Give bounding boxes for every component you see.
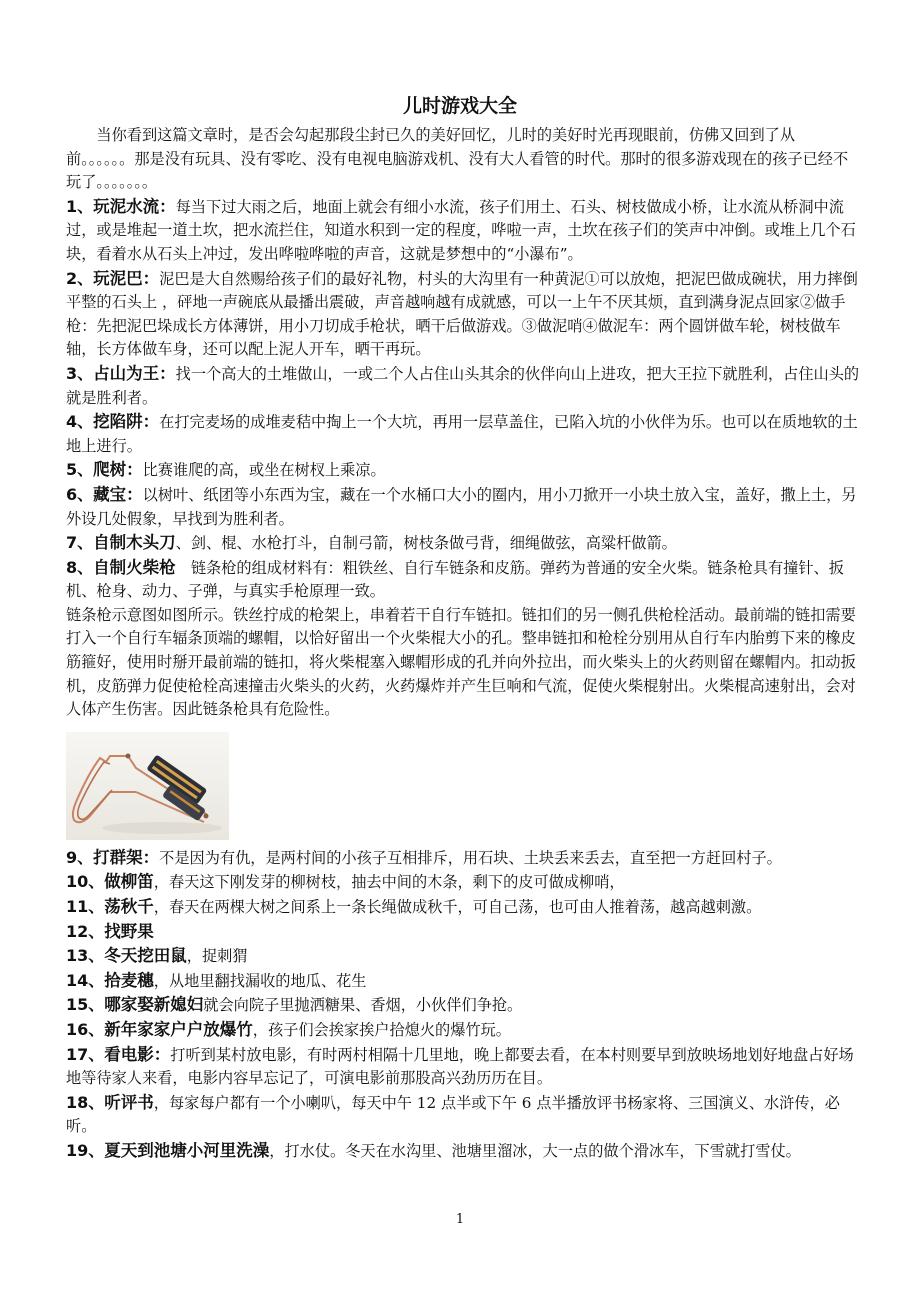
game-item-text: 就会向院子里抛洒糖果、香烟，小伙伴们争抢。 bbox=[203, 996, 523, 1015]
game-item bbox=[66, 846, 862, 871]
game-item bbox=[66, 1139, 862, 1164]
game-item bbox=[66, 267, 862, 362]
game-item-text: 打听到某村放电影，有时两村相隔十几里地，晚上都要去看，在本村则要早到放映场地划好地盘占好场地等待家人来看，电影内容早忘记了，可演电影前那股高兴劲历历在目。 bbox=[66, 1045, 854, 1088]
game-item-number: 9、 bbox=[66, 847, 94, 867]
game-item-heading: 玩泥水流： bbox=[93, 196, 176, 216]
game-item bbox=[66, 870, 862, 895]
game-item-text: 泥巴是大自然赐给孩子们的最好礼物，村头的大沟里有一种黄泥①可以放炮，把泥巴做成碗状，用力摔倒平整的石头上 ，砰地一声碗底从最播出震破，声音越响越有成就感，可以一上午不厌其烦，直到满身泥点回家②做手枪：先把泥巴垛成长方体薄饼，用小刀切成手枪状，晒干后做游戏。③做泥哨④做泥车：两个圆饼做车轮，树枝做车轴，长方体做车身，还可以配上泥人开车，晒干再玩。 bbox=[66, 269, 858, 359]
game-item bbox=[66, 195, 862, 267]
game-item bbox=[66, 531, 862, 556]
game-item-number: 10、 bbox=[66, 872, 105, 892]
game-item-heading: 挖陷阱： bbox=[93, 412, 160, 432]
game-item-number: 17、 bbox=[66, 1044, 105, 1064]
game-item-heading: 做柳笛 bbox=[104, 872, 154, 892]
game-item-heading: 玩泥巴： bbox=[93, 268, 160, 288]
game-item-text: 以树叶、纸团等小东西为宝，藏在一个水桶口大小的圈内，用小刀掀开一小块土放入宝，盖好，撒上土，另外设几处假象，早找到为胜利者。 bbox=[66, 485, 857, 528]
game-list-part2 bbox=[66, 846, 862, 1164]
game-item-heading: 打群架： bbox=[93, 847, 160, 867]
game-item-number: 2、 bbox=[66, 268, 94, 288]
game-item-heading: 冬天挖田鼠 bbox=[104, 946, 187, 966]
game-item-heading: 藏宝： bbox=[93, 484, 143, 504]
game-item-number: 13、 bbox=[66, 946, 105, 966]
intro-paragraph: 当你看到这篇文章时，是否会勾起那段尘封已久的美好回忆，儿时的美好时光再现眼前，仿佛又回到了从前。。。。。。那是没有玩具、没有零吃、没有电视电脑游戏机、没有大人看管的时代。那时的很多游戏现在的孩子已经不玩了。。。。。。。 bbox=[66, 126, 849, 192]
game-item-heading: 新年家家户户放爆竹 bbox=[104, 1020, 253, 1039]
game-item-heading: 听评书 bbox=[104, 1092, 154, 1112]
game-item-number: 16、 bbox=[66, 1020, 105, 1039]
game-item-text: 链条枪的组成材料有：粗铁丝、自行车链条和皮筋。弹药为普通的安全火柴。链条枪具有撞针、扳机、枪身、动力、子弹，与真实手枪原理一致。 bbox=[66, 558, 844, 601]
game-item bbox=[66, 410, 862, 458]
document-title: 儿时游戏大全 bbox=[402, 95, 517, 117]
chain-gun-photo bbox=[66, 732, 229, 840]
game-item-text: 、剑、棍、水枪打斗，自制弓箭，树枝条做弓背，细绳做弦，高粱杆做箭。 bbox=[175, 534, 677, 553]
game-item-text: ，打水仗。冬天在水沟里、池塘里溜冰，大一点的做个滑冰车，下雪就打雪仗。 bbox=[269, 1141, 801, 1160]
game-item bbox=[66, 944, 862, 969]
game-item-text: ，每家每户都有一个小喇叭，每天中午 12 点半或下午 6 点半播放评书杨家将、三国演义、水浒传，必听。 bbox=[66, 1093, 840, 1136]
game-item bbox=[66, 1018, 862, 1043]
game-item bbox=[66, 895, 862, 920]
game-item-number: 14、 bbox=[66, 970, 105, 990]
game-item-heading: 夏天到池塘小河里洗澡 bbox=[104, 1140, 270, 1160]
game-item bbox=[66, 1091, 862, 1139]
game-item-number: 7、 bbox=[66, 533, 94, 553]
game-item bbox=[66, 362, 862, 410]
game-item-heading: 拾麦穗 bbox=[104, 970, 154, 990]
game-item bbox=[66, 969, 862, 994]
game-item-heading: 爬树： bbox=[93, 460, 143, 480]
game-item-number: 11、 bbox=[66, 897, 105, 917]
game-item-heading: 哪家娶新媳妇 bbox=[104, 995, 204, 1015]
game-item-number: 18、 bbox=[66, 1092, 105, 1112]
page-number: 1 bbox=[455, 1212, 465, 1227]
game-item-text: ，春天这下刚发芽的柳树枝，抽去中间的木条，剩下的皮可做成柳哨， bbox=[153, 873, 625, 892]
game-item-text: ，孩子们会挨家挨户拾熄火的爆竹玩。 bbox=[252, 1021, 511, 1039]
game-item bbox=[66, 556, 862, 604]
game-item-number: 5、 bbox=[66, 460, 94, 480]
game-item-heading: 荡秋千 bbox=[104, 897, 154, 917]
game-item-number: 6、 bbox=[66, 484, 94, 504]
document-body bbox=[66, 124, 862, 1164]
game-item-text: 在打完麦场的成堆麦秸中掏上一个大坑，再用一层草盖住，已陷入坑的小伙伴为乐。也可以在质地软的土地上进行。 bbox=[66, 413, 858, 455]
game-item-heading: 自制火柴枪 bbox=[93, 557, 176, 577]
game-item-text: 不是因为有仇，是两村间的小孩子互相排斥，用石块、土块丢来丢去，直至把一方赶回村子。 bbox=[159, 848, 782, 867]
game-item bbox=[66, 993, 862, 1018]
game-list-part1 bbox=[66, 195, 862, 604]
game-item-text: ，春天在两棵大树之间系上一条长绳做成秋千，可自己荡，也可由人推着荡，越高越刺激。 bbox=[153, 898, 762, 917]
game-item bbox=[66, 483, 862, 531]
game-item-heading: 自制木头刀 bbox=[93, 533, 176, 553]
game-item-number: 8、 bbox=[66, 557, 94, 577]
game-item bbox=[66, 1043, 862, 1091]
game-item bbox=[66, 458, 862, 483]
game-item-heading: 占山为王： bbox=[93, 363, 176, 383]
game-item-heading: 找野果 bbox=[104, 921, 154, 941]
game-item-text: ，从地里翻找漏收的地瓜、花生 bbox=[153, 971, 367, 990]
game-item-heading: 看电影： bbox=[104, 1044, 171, 1064]
game-item-text: 找一个高大的土堆做山，一或二个人占住山头其余的伙伴向山上进攻，把大王拉下就胜利，占住山头的就是胜利者。 bbox=[66, 364, 860, 407]
game-item bbox=[66, 920, 862, 945]
game-item-number: 15、 bbox=[66, 995, 105, 1015]
game-item-number: 4、 bbox=[66, 412, 94, 432]
game-item-text: 每当下过大雨之后，地面上就会有细小水流，孩子们用土、石头、树枝做成小桥，让水流从桥洞中流过，或是堆起一道土坎，把水流拦住，知道水积到一定的程度，哗啦一声，土坎在孩子们的笑声中冲倒。或堆上几个石块，看着水从石头上冲过，发出哗啦哗啦的声音，这就是梦想中的“小瀑布”。 bbox=[66, 197, 856, 263]
game-item-text: 比赛谁爬的高，或坐在树杈上乘凉。 bbox=[142, 461, 386, 480]
game-item-number: 12、 bbox=[66, 921, 105, 941]
game-item-text: ，捉刺猬 bbox=[186, 947, 248, 966]
game-item-number: 3、 bbox=[66, 363, 94, 383]
gun-description: 链条枪示意图如图所示。铁丝拧成的枪架上，串着若干自行车链扣。链扣们的另一侧孔供枪栓活动。最前端的链扣需要打入一个自行车辐条顶端的螺帽，以恰好留出一个火柴棍大小的孔。整串链扣和枪栓分别用从自行车内胎剪下来的橡皮筋箍好，使用时掰开最前端的链扣，将火柴棍塞入螺帽形成的孔并向外拉出，而火柴头上的火药则留在螺帽内。扣动扳机，皮筋弹力促使枪栓高速撞击火柴头的火药，火药爆炸并产生巨响和气流，促使火柴棍射出。火柴棍高速射出，会对人体产生伤害。因此链条枪具有危险性。 bbox=[66, 605, 856, 719]
game-item-number: 1、 bbox=[66, 196, 94, 216]
game-item-number: 19、 bbox=[66, 1140, 105, 1160]
